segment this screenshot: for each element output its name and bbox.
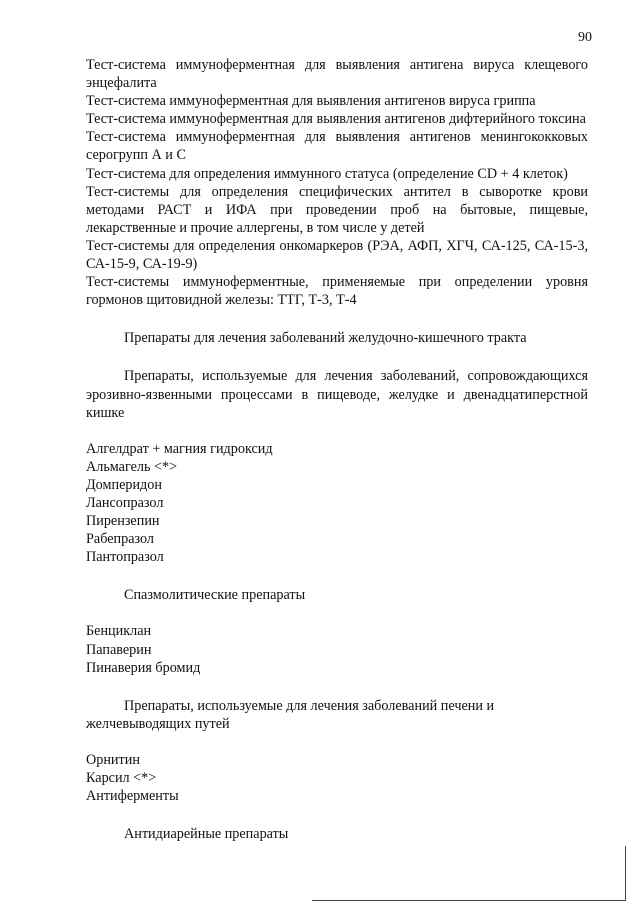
list-item: Альмагель <*>: [86, 458, 178, 475]
ulcer-drug-list: [86, 440, 588, 567]
list-item: Папаверин: [86, 641, 152, 658]
test-system-item: Тест-системы иммуноферментные, применяемые при определении уровня гормонов щитовидной железы: ТТГ, Т-3, Т-4: [86, 274, 588, 309]
subsection-heading-spasmolytic: Спазмолитические препараты: [124, 587, 306, 604]
subsection-heading-liver: Препараты, используемые для лечения заболеваний печени и желчевыводящих путей: [86, 697, 495, 732]
document-body: [86, 56, 588, 843]
scan-frame-line: [312, 900, 626, 901]
section-heading-gi: Препараты для лечения заболеваний желудочно-кишечного тракта: [124, 330, 527, 347]
test-system-item: Тест-система иммуноферментная для выявления антигенов вируса гриппа: [86, 93, 536, 110]
list-item: Антиферменты: [86, 788, 179, 805]
spasmolytic-drug-list: [86, 622, 588, 676]
list-item: Лансопразол: [86, 494, 164, 511]
subsection-heading-antidiarrheal: Антидиарейные препараты: [124, 826, 289, 843]
liver-drug-list: [86, 751, 588, 805]
list-item: Домперидон: [86, 476, 162, 493]
test-system-item: Тест-системы для определения онкомаркеров (РЭА, АФП, ХГЧ, СА-125, СА-15-3, СА-15-9, СА-19-9): [86, 237, 588, 273]
test-system-item: Тест-система для определения иммунного статуса (определение CD + 4 клеток): [86, 165, 568, 182]
scan-frame-line: [625, 846, 626, 901]
list-item: Пинаверия бромид: [86, 659, 201, 676]
list-item: Рабепразол: [86, 531, 155, 548]
test-system-item: Тест-системы для определения специфических антител в сыворотке крови методами РАСТ и ИФА при проведении проб на бытовые, пищевые, лекарственные и прочие аллергены, в том числе у детей: [86, 183, 588, 236]
page-number: 90: [578, 30, 592, 45]
list-item: Карсил <*>: [86, 770, 157, 786]
test-system-item: Тест-система иммуноферментная для выявления антигенов дифтерийного токсина: [86, 111, 586, 128]
list-item: Пирензепин: [86, 513, 160, 530]
subsection-heading-ulcer: Препараты, используемые для лечения заболеваний, сопровождающихся эрозивно-язвенными процессами в пищеводе, желудке и двенадцатиперстной кишке: [86, 368, 588, 421]
test-system-item: Тест-система иммуноферментная для выявления антигенов менингококковых серогрупп А и С: [86, 129, 588, 164]
list-item: Орнитин: [86, 751, 140, 768]
list-item: Бенциклан: [86, 623, 152, 640]
list-item: Алгелдрат + магния гидроксид: [86, 440, 273, 457]
test-system-item: Тест-система иммуноферментная для выявления антигена вируса клещевого энцефалита: [86, 57, 588, 92]
list-item: Пантопразол: [86, 549, 164, 566]
test-system-list: [86, 56, 588, 309]
